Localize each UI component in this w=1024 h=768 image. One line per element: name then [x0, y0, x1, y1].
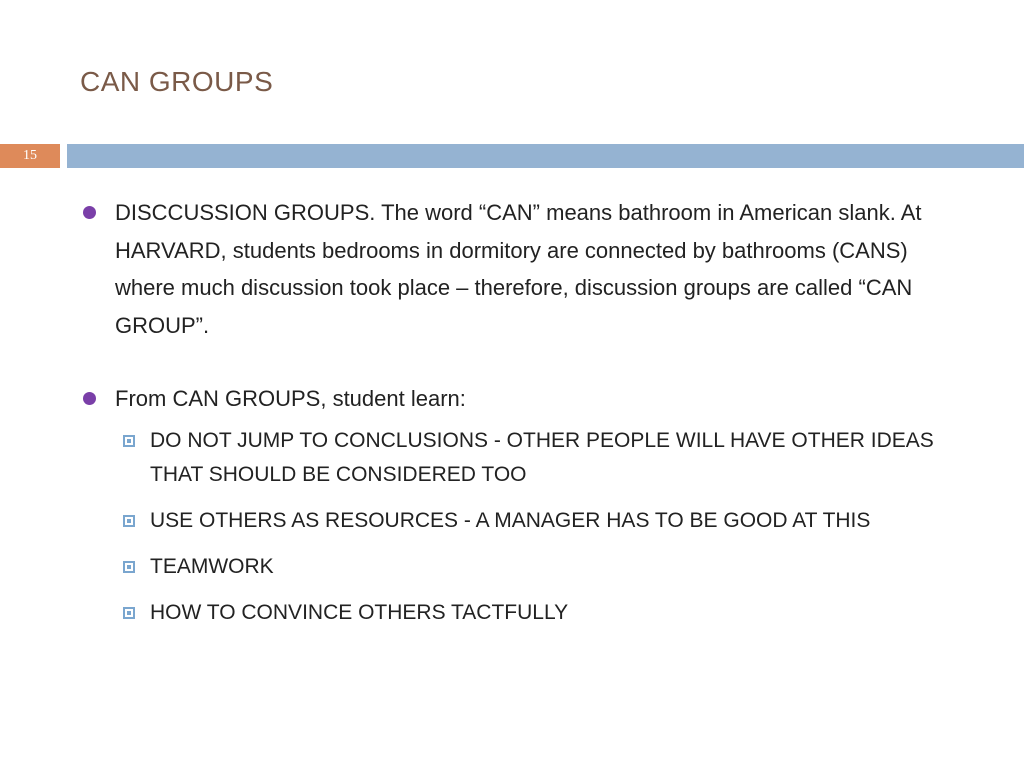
sub-bullet-item: [150, 504, 960, 538]
bullet-item: [80, 194, 960, 344]
bullet-item: [80, 380, 960, 418]
sub-bullet-item: [150, 424, 960, 492]
bullet-dot-icon: [83, 392, 96, 405]
square-bullet-icon: [123, 435, 135, 447]
sub-bullet-text: USE OTHERS AS RESOURCES - A MANAGER HAS TO BE GOOD AT THIS: [150, 508, 871, 532]
sub-bullet-item: [150, 596, 960, 630]
bullet-text: From CAN GROUPS, student learn:: [115, 386, 466, 411]
slide-number-box: [0, 144, 60, 168]
bullet-dot-icon: [83, 206, 96, 219]
square-bullet-icon: [123, 607, 135, 619]
sub-bullet-item: [150, 550, 960, 584]
bullet-text: DISCCUSSION GROUPS. The word “CAN” means bathroom in American slank. At HARVARD, students bedrooms in dormitory are connected by bathrooms (CANS) where much discussion took place – therefore, discussion groups are called “CAN GROUP”.: [115, 200, 922, 338]
sub-bullet-list: [80, 424, 960, 630]
sub-bullet-text: HOW TO CONVINCE OTHERS TACTFULLY: [150, 600, 569, 624]
square-bullet-icon: [123, 515, 135, 527]
sub-bullet-text: DO NOT JUMP TO CONCLUSIONS - OTHER PEOPLE WILL HAVE OTHER IDEAS THAT SHOULD BE CONSIDERED TOO: [150, 428, 934, 486]
sub-bullet-text: TEAMWORK: [150, 554, 274, 578]
header-bar: [67, 144, 1024, 168]
square-bullet-icon: [123, 561, 135, 573]
slide-number: 15: [23, 148, 37, 163]
slide-title: CAN GROUPS: [80, 66, 274, 97]
slide-content: [80, 194, 960, 642]
